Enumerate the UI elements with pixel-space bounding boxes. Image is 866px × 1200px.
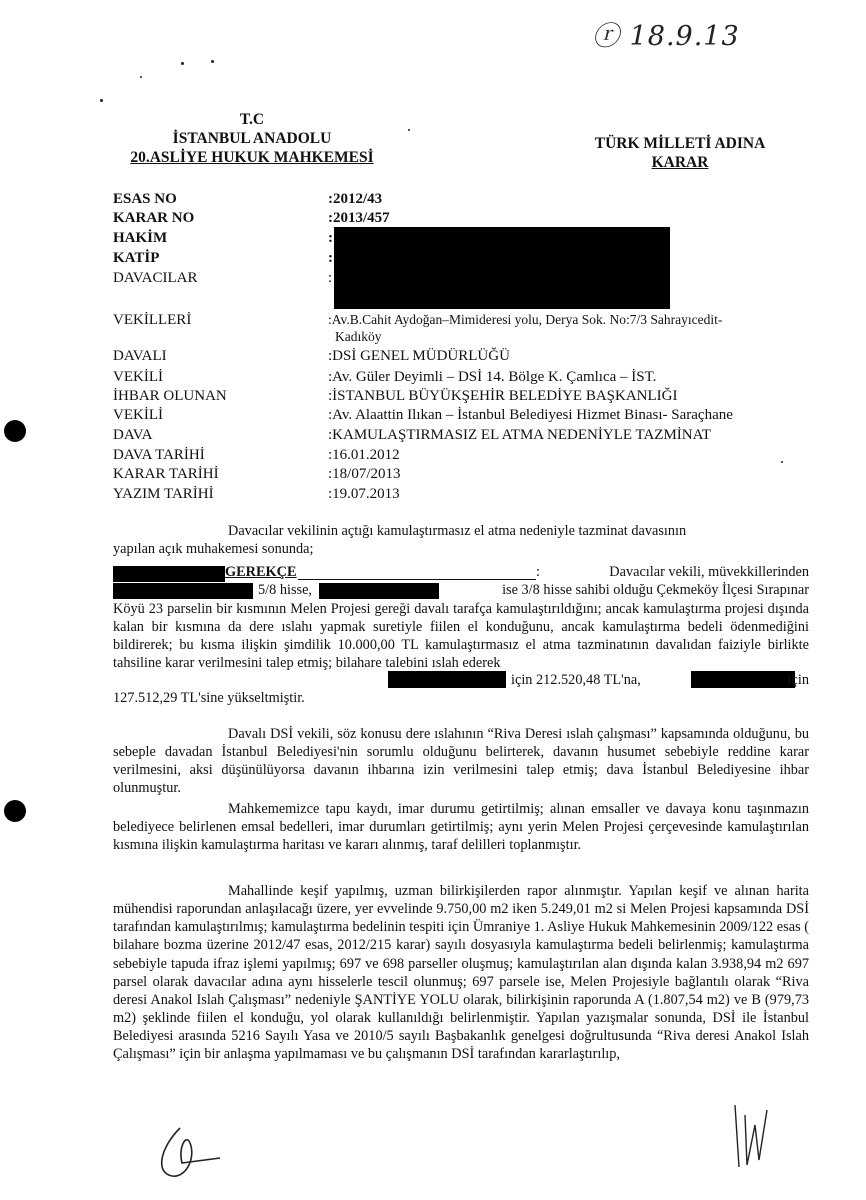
meta-value: :2012/43: [328, 191, 383, 207]
meta-value: :KAMULAŞTIRMASIZ EL ATMA NEDENİYLE TAZMİNAT: [328, 427, 711, 443]
speck: [100, 99, 103, 102]
meta-value: :2013/457: [328, 210, 390, 226]
redaction-inline: [388, 671, 506, 688]
meta-value: :İSTANBUL BÜYÜKŞEHİR BELEDİYE BAŞKANLIĞI: [328, 388, 678, 404]
defendant-text: Davalı DSİ vekili, söz konusu dere ıslahının “Riva Deresi ıslah çalışması” kapsamında olduğunu, bu sebeple davadan İstanbul Belediyesi'nin sorumlu olduğunu belirterek, davanın husumet sebebiyle reddine karar verilmesini, aksi düşünülüyorsa davanın ihbarına izin verilmesini talep etmiş; dava İstanbul Belediyesine ihbar olunmuştur.: [113, 726, 809, 797]
meta-value: :18/07/2013: [328, 466, 401, 482]
hisse-a: 5/8 hisse,: [258, 582, 313, 598]
handwritten-annotation: ⓡ 18.9.13: [592, 21, 740, 52]
gerekce-label: GEREKÇE: [225, 564, 297, 580]
claim-text: Köyü 23 parselin bir kısmının Melen Projesi gereği davalı tarafça kamulaştırıldığını; ancak kamulaştırma projesi dışında kalan bir kısmına da dere ıslahı yapmak suretiyle fiilen el konduğunu, ancak kamulaştırma bedeli ödenmediğini bildirerek; bu kısma ilişkin şimdilik 10.000,00 TL kamulaştırmasız el atma tazminatının davalıdan faiziyle birlikte tahsiline karar verilmesini talep etmiş; bilahare talebini ıslah ederek: [113, 601, 809, 672]
header-tc: T.C: [239, 111, 265, 128]
meta-label: İHBAR OLUNAN: [113, 388, 227, 404]
paragraph-evidence: [113, 800, 809, 854]
meta-label: VEKİLLERİ: [113, 312, 192, 328]
meta-label: HAKİM: [113, 230, 168, 246]
redaction-inline: [691, 671, 795, 688]
meta-label: DAVA: [113, 427, 153, 443]
signature-left: [150, 1118, 230, 1188]
meta-value: :Av.B.Cahit Aydoğan–Mimideresi yolu, Derya Sok. No:7/3 Sahrayıcedit-: [328, 312, 723, 327]
amount-2: için: [787, 672, 809, 688]
speck: [408, 129, 410, 131]
meta-label: DAVA TARİHİ: [113, 447, 205, 463]
meta-label: KARAR NO: [113, 210, 195, 226]
speck: [140, 76, 142, 78]
meta-value: :19.07.2013: [328, 486, 400, 502]
paragraph-survey: [113, 882, 809, 1064]
meta-value: :: [328, 250, 333, 266]
evidence-text: Mahkememizce tapu kaydı, imar durumu getirtilmiş; alınan emsaller ve davaya konu taşınmazın belediyece belirlenen emsal bedelleri, imar durumları getirtilmiş; aynı yerin Melen Projesi çerçevesinde kamulaştırılan kısmına ilişkin kamulaştırma haritası ve kararı alınmış, taraf delilleri toplanmıştır.: [113, 801, 809, 854]
survey-text: Mahallinde keşif yapılmış, uzman bilirkişilerden rapor alınmıştır. Yapılan keşif ve alınan harita mühendisi raporundan anlaşılacağı üzere, yer evvelinde 9.750,00 m2 iken 5.249,01 m2 si Melen Projesi kapsamında DSİ tarafından kamulaştırılmış; kamulaştırma bedelinin tespiti için Ümraniye 1. Asliye Hukuk Mahkemesinin 2009/122 esas ( bilahare bozma üzerine 2012/47 esas, 2012/215 karar) sayılı dosyasıyla kamulaştırma bedeli belirlenmiş; kamulaştırma sebebiyle tapuda ifraz işlemi yapılmış; 697 ve 698 parseller oluşmuş; kamulaştırılan alan dışında kalan 3.938,94 m2 697 parsel olarak davacılar adına aynı hisselerle tescil olunmuş; 697 parsele ise, Melen Projesiyle bağlantılı olarak “Riva deresi Anakol Islah Çalışması” nedeniyle ŞANTİYE YOLU olarak, bilirkişinin raporunda A (1.807,54 m2) ve B (979,73 m2) şeklinde fiilen el konduğu, yol olarak kullanıldığı belirlenmiştir. Yapılan yazışmalar sonunda, DSİ ile İstanbul Belediyesi arasında 5216 Sayılı Yasa ve 2010/5 sayılı Başbakanlık genelgesi doğrultusunda “Riva deresi Anakol Islah Çalışması” için bir anlaşma yapılmaması ve bu çalışmanın DSİ tarafından kararlaştırılıp,: [113, 883, 809, 1063]
punch-hole: [4, 420, 26, 442]
punch-hole: [4, 800, 26, 822]
hisse-b: ise 3/8 hisse sahibi olduğu Çekmeköy İlçesi Sırapınar: [502, 582, 809, 598]
redaction-inline: [319, 583, 439, 599]
meta-label: YAZIM TARİHİ: [113, 486, 214, 502]
meta-label: VEKİLİ: [113, 369, 163, 385]
redaction-inline: [113, 583, 253, 599]
meta-label: KARAR TARİHİ: [113, 466, 219, 482]
meta-value: :16.01.2012: [328, 447, 400, 463]
intro-line-1: Davacılar vekilinin açtığı kamulaştırmasız el atma nedeniyle tazminat davasının: [228, 523, 687, 539]
header-court-name: 20.ASLİYE HUKUK MAHKEMESİ: [130, 149, 374, 166]
meta-label: DAVACILAR: [113, 270, 198, 286]
header-court-city: İSTANBUL ANADOLU: [172, 130, 332, 147]
meta-value: :DSİ GENEL MÜDÜRLÜĞÜ: [328, 348, 510, 364]
signature-right: [725, 1095, 785, 1175]
speck: [181, 62, 184, 65]
gerekce-after: Davacılar vekili, müvekkillerinden: [609, 564, 809, 580]
speck: [211, 60, 214, 63]
meta-label: VEKİLİ: [113, 407, 163, 423]
redaction-inline: [113, 566, 225, 582]
gerekce-underline: [298, 564, 536, 580]
amounts-line-2: [113, 672, 809, 710]
meta-value: :Av. Güler Deyimli – DSİ 14. Bölge K. Çamlıca – İST.: [328, 369, 657, 385]
meta-value: :Av. Alaattin Ilıkan – İstanbul Belediyesi Hizmet Binası- Saraçhane: [328, 407, 733, 423]
intro-line-2: yapılan açık muhakemesi sonunda;: [113, 541, 314, 557]
meta-label: DAVALI: [113, 348, 167, 364]
paragraph-defendant: [113, 725, 809, 798]
decision-header: [560, 134, 800, 172]
meta-value: :: [328, 270, 333, 286]
header-nation: TÜRK MİLLETİ ADINA: [594, 135, 766, 152]
meta-label: ESAS NO: [113, 191, 177, 207]
amount-1: için 212.520,48 TL'na,: [511, 672, 641, 688]
court-header: [112, 110, 392, 167]
meta-value-cont: Kadıköy: [335, 329, 382, 344]
paragraph-claim: [113, 600, 809, 673]
redaction-block: [334, 227, 670, 309]
amount-3: 127.512,29 TL'sine yükseltmiştir.: [113, 690, 305, 706]
gerekce-colon: :: [536, 564, 540, 580]
speck: [781, 461, 783, 463]
header-decision: KARAR: [651, 154, 709, 171]
meta-label: KATİP: [113, 250, 160, 266]
meta-value: :: [328, 230, 333, 246]
